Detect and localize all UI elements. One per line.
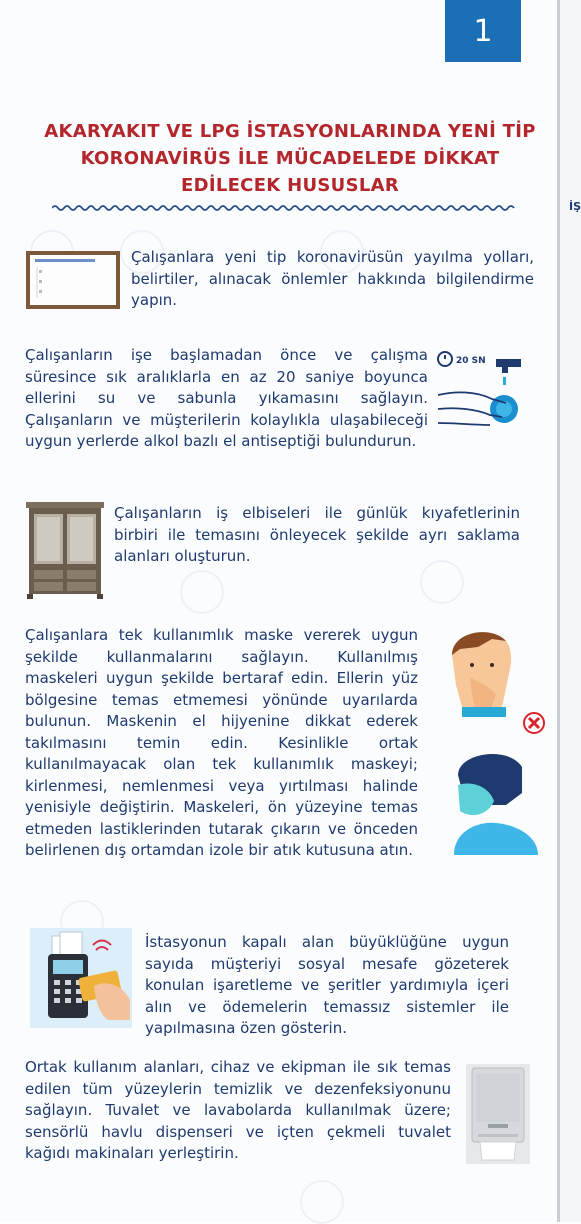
towel-dispenser-icon <box>466 1064 530 1164</box>
next-page-edge <box>557 0 581 1222</box>
face-mask-icon <box>448 625 548 855</box>
edge-text: İŞ <box>569 200 581 213</box>
section-1-text: Çalışanlara yeni tip koronavirüsün yayılma yolları, belirtiler, alınacak önlemler hakkında bilgilendirme yapın. <box>131 248 534 309</box>
section-4-text: Çalışanlara tek kullanımlık maske vererek uygun şekilde kullanmalarını sağlayın. Kullanılmış maskeleri uygun şekilde bertaraf edin. Ellerin yüz bölgesine temas etmemesi yönünde uyarılarda bulunun. Maskenin el hijyenine dikkat ederek takılmasını temin edin. Kesinlikle ortak kullanılmayacak olan tek kullanımlık maskeyi; kirlenmesi, nemlenmesi veya yırtılması halinde yenisiyle değiştirin. Maskeleri, ön yüzeyine temas etmeden lastiklerinden tutarak çıkarın ve önceden belirlenen dış ortamdan izole bir atık kutusuna atın. <box>25 626 418 859</box>
watermark-emblem <box>180 570 224 614</box>
wavy-divider <box>52 203 518 213</box>
section-6-text: Ortak kullanım alanları, cihaz ve ekipman ile sık temas edilen tüm yüzeylerin temizlik ve dezenfeksiyonunu sağlayın. Tuvalet ve lavabolarda kullanılmak üzere; sensörlü havlu dispenseri ve içten çekmeli tuvalet kağıdı makinaları yerleştirin. <box>25 1058 451 1162</box>
wardrobe-icon <box>24 500 106 600</box>
section-5-text: İstasyonun kapalı alan büyüklüğüne uygun sayıda müşteriyi sosyal mesafe gözeterek konulan işaretleme ve şeritler yardımıyla içeri alın ve ödemelerin temassız sistemler ile yapılmasına özen gösterin. <box>145 933 509 1037</box>
page-title: AKARYAKIT VE LPG İSTASYONLARINDA YENİ TİP KORONAVİRÜS İLE MÜCADELEDE DİKKAT EDİLECEK HUSUSLAR <box>44 121 536 196</box>
presentation-board-icon <box>25 250 121 310</box>
contactless-payment-icon <box>30 928 132 1028</box>
section-2-text: Çalışanların işe başlamadan önce ve çalışma süresince sık aralıklarla en az 20 saniye boyunca ellerini su ve sabunla yıkamasını sağlayın. Çalışanların ve müşterilerin kolaylıkla ulaşabileceği uygun yerlerde alkol bazlı el antiseptiği bulundurun. <box>25 346 428 450</box>
timer-label: 20 SN <box>456 356 486 366</box>
page-number-badge: 1 <box>445 0 521 62</box>
hand-washing-icon <box>436 347 526 435</box>
section-3-text: Çalışanların iş elbiseleri ile günlük kıyafetlerinin birbiri ile temasını önleyecek şekilde ayrı saklama alanları oluşturun. <box>114 504 520 565</box>
watermark-emblem <box>300 1180 344 1224</box>
